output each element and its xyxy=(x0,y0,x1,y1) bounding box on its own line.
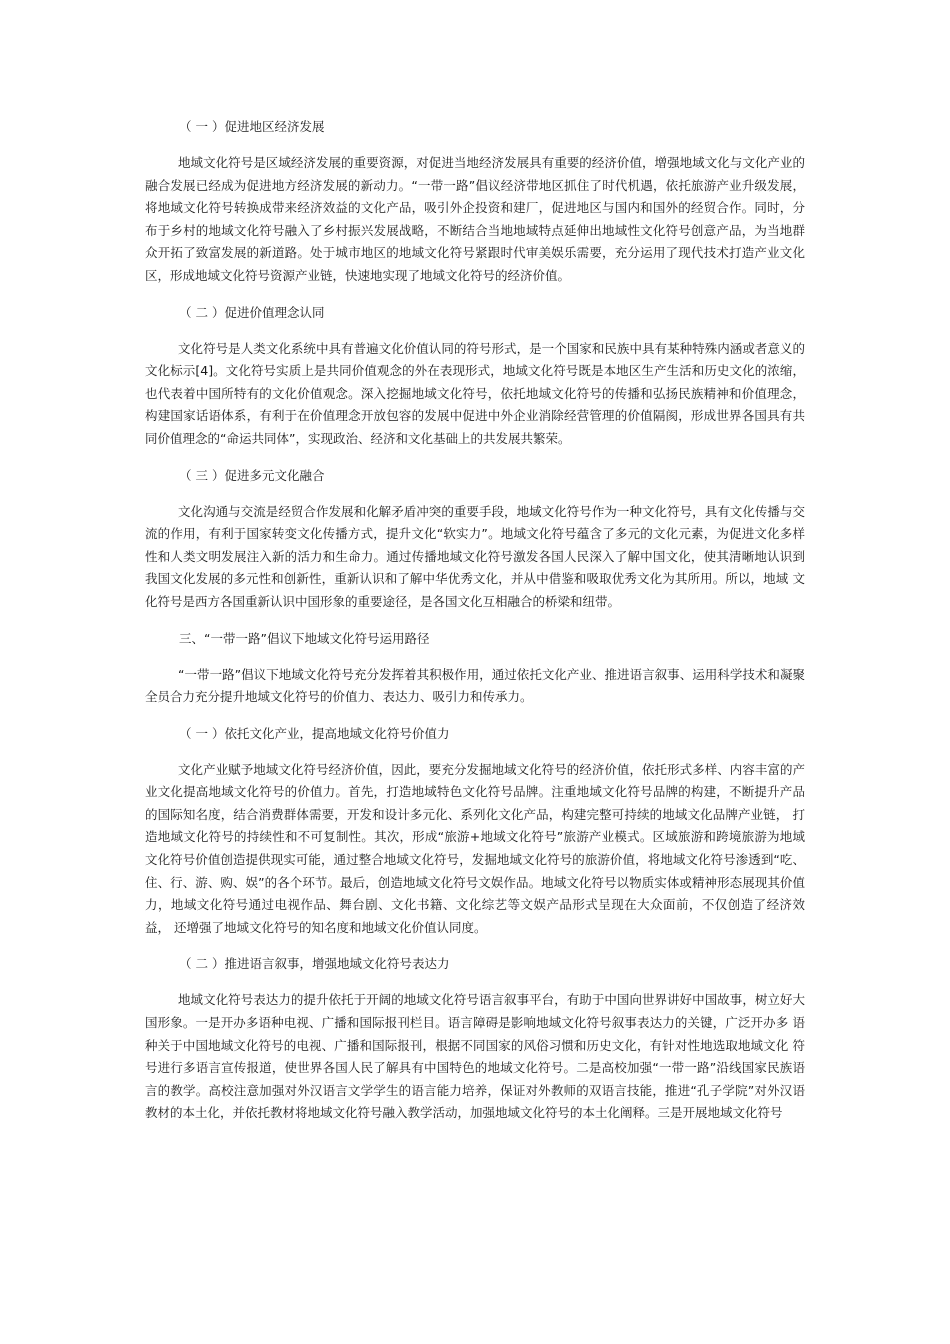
section-heading: （ 三 ）促进多元文化融合 xyxy=(179,467,325,483)
paragraph: 文化产业赋予地域文化符号经济价值，因此，要充分发掘地域文化符号的经济价值，依托形式多样、内容丰富的产业文化提高地域文化符号的价值力。首先，打造地域特色文化符号品牌。注重地域文化符号品牌的构建，不断提升产品的国际知名度，结合消费群体需要，开发和设计多元化、系列化文化产品，构建完整可持续的地域文化品牌产业链， 打造地域文化符号的持续性和不可复制性。其次，形成“旅游+地域文化符号”旅游产业模式。区域旅游和跨境旅游为地域文化符号价值创造提供现实可能，通过整合地域文化符号，发掘地域文化符号的旅游价值，将地域文化符号渗透到“吃、住、行、游、购、娱”的各个环节。最后，创造地域文化符号文娱作品。地域文化符号以物质实体或精神形态展现其价值力，地域文化符号通过电视作品、舞台剧、文化书籍、文化综艺等文娱产品形式呈现在大众面前，不仅创造了经济效益， 还增强了地域文化符号的知名度和地域文化价值认同度。 xyxy=(145,761,805,935)
paragraph: “一带一路”倡议下地域文化符号充分发挥着其积极作用，通过依托文化产业、推进语言叙事、运用科学技术和凝聚全员合力充分提升地域文化符号的价值力、表达力、吸引力和传承力。 xyxy=(145,666,805,705)
document-body xyxy=(145,116,805,1139)
section-heading: （ 二 ）促进价值理念认同 xyxy=(179,304,325,320)
paragraph: 地域文化符号是区域经济发展的重要资源，对促进当地经济发展具有重要的经济价值，增强地域文化与文化产业的融合发展已经成为促进地方经济发展的新动力。“一带一路”倡议经济带地区抓住了时代机遇，依托旅游产业升级发展，将地域文化符号转换成带来经济效益的文化产品，吸引外企投资和建厂，促进地区与国内和国外的经贸合作。同时，分布于乡村的地域文化符号融入了乡村振兴发展战略，不断结合当地地域特点延伸出地域性文化符号创意产品，为当地群众开拓了致富发展的新道路。处于城市地区的地域文化符号紧跟时代审美娱乐需要，充分运用了现代技术打造产业文化区，形成地域文化符号资源产业链，快速地实现了地域文化符号的经济价值。 xyxy=(145,155,805,283)
section-heading: （ 一 ）促进地区经济发展 xyxy=(179,119,325,134)
paragraph: 地域文化符号表达力的提升依托于开阔的地域文化符号语言叙事平台，有助于中国向世界讲好中国故事，树立好大国形象。一是开办多语种电视、广播和国际报刊栏目。语言障碍是影响地域文化符号叙事表达力的关键，广泛开办多 语种关于中国地域文化符号的电视、广播和国际报刊，根据不同国家的风俗习惯和历史文化，有针对性地选取地域文化 符号进行多语言宣传报道，使世界各国人民了解具有中国特色的地域文化符号。二是高校加强“一带一路”沿线国家民族语言的教学。高校注意加强对外汉语言文学学生的语言能力培养，保证对外教师的双语言技能，推进“孔子学院”对外汉语教材的本土化，并依托教材将地域文化符号融入教学活动，加强地域文化符号的本土化阐释。三是开展地域文化符号 xyxy=(145,992,805,1121)
paragraph: 文化符号是人类文化系统中具有普遍文化价值认同的符号形式，是一个国家和民族中具有某种特殊内涵或者意义的文化标示[4]。文化符号实质上是共同价值观念的外在表现形式，地域文化符号既是本地区生产生活和历史文化的浓缩， 也代表着中国所特有的文化价值观念。深入挖掘地域文化符号，依托地域文化符号的传播和弘扬民族精神和价值理念， 构建国家话语体系，有利于在价值理念开放包容的发展中促进中外企业消除经营管理的价值隔阂，形成世界各国具有共同价值理念的“命运共同体”，实现政治、经济和文化基础上的共发展共繁荣。 xyxy=(145,340,805,446)
section-heading: （ 一 ）依托文化产业，提高地域文化符号价值力 xyxy=(179,725,450,741)
section-heading: （ 二 ）推进语言叙事，增强地域文化符号表达力 xyxy=(179,956,450,972)
paragraph: 文化沟通与交流是经贸合作发展和化解矛盾冲突的重要手段，地域文化符号作为一种文化符号，具有文化传播与交流的作用，有利于国家转变文化传播方式，提升文化“软实力”。地域文化符号蕴含了多元的文化元素，为促进文化多样性和人类文明发展注入新的活力和生命力。通过传播地域文化符号激发各国人民深入了解中国文化，使其清晰地认识到我国文化发展的多元性和创新性，重新认识和了解中华优秀文化，并从中借鉴和吸取优秀文化为其所用。所以，地域 文化符号是西方各国重新认识中国形象的重要途径，是各国文化互相融合的桥梁和纽带。 xyxy=(145,503,805,609)
chapter-heading: 三、“一带一路”倡议下地域文化符号运用路径 xyxy=(179,630,430,646)
